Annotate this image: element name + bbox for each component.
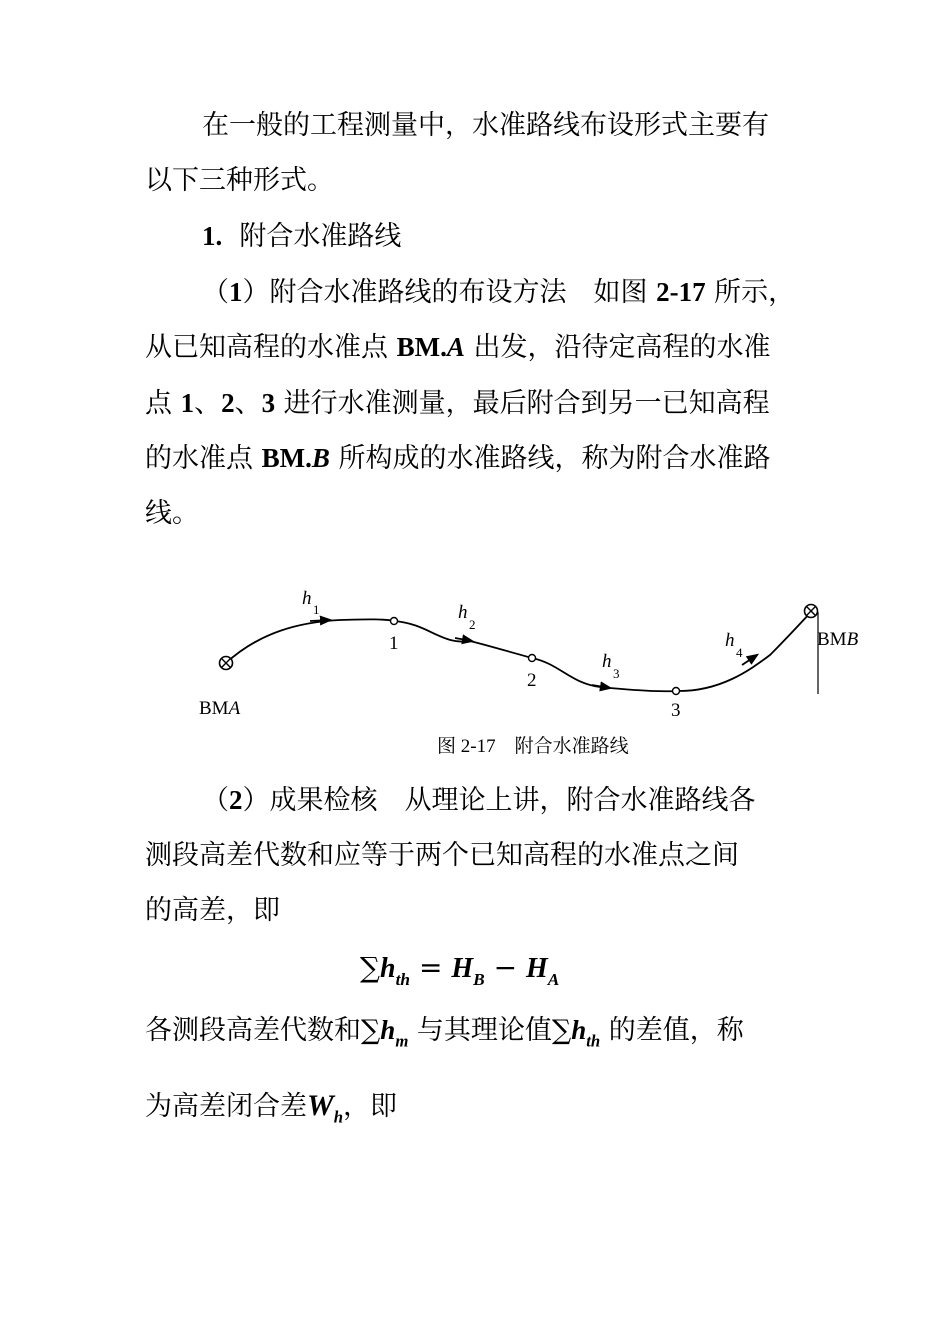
point-1-ref: 1 xyxy=(180,388,195,418)
p4-h: h xyxy=(333,1107,343,1127)
p1-l3-text-a: 点 xyxy=(145,388,181,419)
p4-text-b: ，即 xyxy=(343,1091,397,1122)
point-2-label: 2 xyxy=(527,670,537,691)
sigma-symbol: ∑ xyxy=(360,951,380,984)
route-path xyxy=(226,612,811,691)
p1-l4-text-a: 的水准点 xyxy=(145,443,262,474)
p3-text-a: 各测段高差代数和 xyxy=(145,1015,361,1046)
p3-line-1 xyxy=(145,1012,744,1060)
eq-th: th xyxy=(395,969,411,989)
benchmark-a-icon xyxy=(220,657,233,670)
p1-l2-text-a: 从已知高程的水准点 xyxy=(145,332,397,363)
h3-label xyxy=(602,651,620,681)
p3-text-b: 与其理论值 xyxy=(408,1015,552,1046)
svg-text:2: 2 xyxy=(469,617,476,632)
svg-text:1: 1 xyxy=(313,602,320,617)
p4-line-1 xyxy=(145,1088,397,1136)
p1-text-b: 所示， xyxy=(705,277,796,308)
bm-b-figure-label: BMB xyxy=(817,629,859,650)
bm-b-letter: B xyxy=(311,443,330,473)
section-number: 1. xyxy=(202,221,223,251)
p2-text-a: 成果检核 从理论上讲，附合水准路线各 xyxy=(269,785,756,816)
sep-1: 、 xyxy=(194,388,222,419)
bm-a-letter: A xyxy=(446,332,465,362)
p1-l4-text-b: 所构成的水准路线，称为附合水准路 xyxy=(329,443,771,474)
equation-sum-h-th xyxy=(360,950,559,998)
bm-b-label: BM. xyxy=(261,443,312,473)
arrow-h1 xyxy=(310,620,330,621)
p2-line-3: 的高差，即 xyxy=(145,895,280,926)
sigma-symbol-3: ∑ xyxy=(551,1015,572,1046)
svg-text:h: h xyxy=(602,651,612,672)
svg-text:h: h xyxy=(458,602,468,623)
p2-line-1: （2）成果检核 从理论上讲，附合水准路线各 xyxy=(202,785,756,816)
sigma-symbol-2: ∑ xyxy=(361,1015,381,1046)
p2-line-2: 测段高差代数和应等于两个已知高程的水准点之间 xyxy=(145,840,739,871)
p3-th: th xyxy=(586,1031,601,1051)
figure-caption: 图 2-17 附合水准路线 xyxy=(437,736,629,757)
point-2-marker xyxy=(529,655,536,662)
p1-l3-text-b: 进行水准测量，最后附合到另一已知高程 xyxy=(275,388,770,419)
svg-text:3: 3 xyxy=(613,666,620,681)
p1-line-5: 线。 xyxy=(145,498,199,529)
eq-minus: − xyxy=(484,951,526,984)
p3-m: m xyxy=(395,1031,409,1051)
point-2-ref: 2 xyxy=(221,388,235,418)
figure-ref: 2-17 xyxy=(656,277,706,307)
eq-ha: H xyxy=(525,953,548,984)
svg-text:4: 4 xyxy=(736,645,743,660)
section-title: 附合水准路线 xyxy=(239,221,402,252)
p3-text-c: 的差值，称 xyxy=(600,1015,744,1046)
intro-line-1: 在一般的工程测量中，水准路线布设形式主要有 xyxy=(202,110,769,141)
p4-text-a: 为高差闭合差 xyxy=(145,1091,307,1122)
p1-text-a: 附合水准路线的布设方法 如图 xyxy=(269,277,657,308)
p3-h: h xyxy=(380,1015,396,1045)
p1-line-1: （1）附合水准路线的布设方法 如图 2-17 所示， xyxy=(202,277,796,308)
p2-number: 2 xyxy=(229,785,243,815)
sep-2: 、 xyxy=(234,388,262,419)
eq-equals: = xyxy=(410,951,452,984)
point-3-label: 3 xyxy=(671,700,681,721)
arrow-h4 xyxy=(742,655,757,665)
h2-label xyxy=(458,602,476,632)
svg-text:h: h xyxy=(302,588,312,609)
p4-w: W xyxy=(307,1089,334,1122)
point-1-label: 1 xyxy=(389,633,399,654)
p3-h-2: h xyxy=(571,1015,587,1045)
intro-line-2: 以下三种形式。 xyxy=(145,165,334,196)
eq-h: h xyxy=(380,953,396,984)
eq-a: A xyxy=(547,969,560,989)
h1-label xyxy=(302,588,320,617)
point-1-marker xyxy=(391,618,398,625)
eq-b: B xyxy=(473,969,485,989)
bm-a-label: BM. xyxy=(396,332,447,362)
svg-text:h: h xyxy=(725,630,735,651)
p1-l2-text-b: 出发，沿待定高程的水准 xyxy=(464,332,771,363)
point-3-marker xyxy=(673,688,680,695)
p1-number: 1 xyxy=(229,277,243,307)
point-3-ref: 3 xyxy=(261,388,276,418)
bm-a-figure-label: BMA xyxy=(199,698,241,719)
h4-label xyxy=(725,630,743,660)
eq-hb: H xyxy=(451,953,474,984)
